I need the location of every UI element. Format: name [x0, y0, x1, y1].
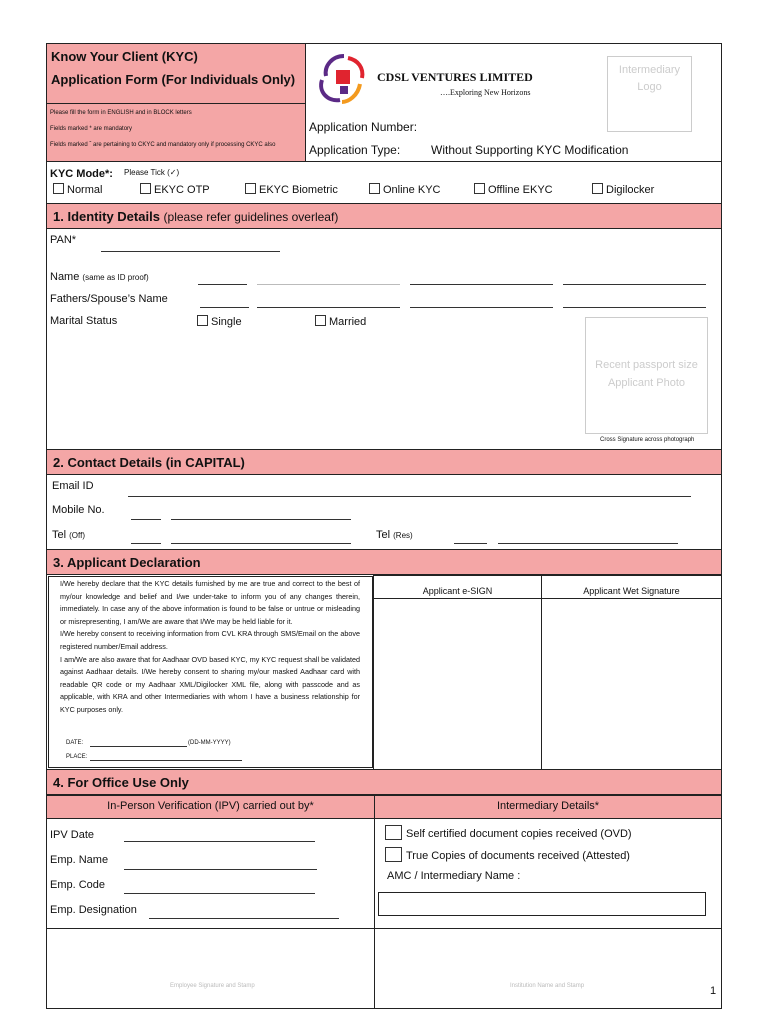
declaration-section-title: 3. Applicant Declaration	[53, 555, 201, 570]
institution-sign-caption: Institution Name and Stamp	[510, 983, 585, 989]
ovd-checkbox-row[interactable]	[385, 825, 632, 840]
checkbox[interactable]	[385, 825, 402, 840]
kyc-option-digilocker[interactable]	[592, 183, 654, 196]
office-section-title: 4. For Office Use Only	[53, 775, 189, 790]
mobile-code-field[interactable]	[131, 519, 161, 520]
kyc-option-label: Offline EKYC	[488, 184, 553, 196]
tel-off-number-field[interactable]	[171, 543, 351, 544]
email-label: Email ID	[52, 480, 94, 492]
wet-sign-label: Applicant Wet Signature	[583, 586, 680, 596]
contact-section-title: 2. Contact Details (in CAPITAL)	[53, 455, 245, 470]
employee-sign-area[interactable]	[46, 928, 375, 1009]
identity-section-note: (please refer guidelines overleaf)	[163, 210, 339, 224]
attested-checkbox-row[interactable]	[385, 847, 630, 862]
cdsl-logo-icon	[314, 52, 372, 108]
checkbox[interactable]	[592, 183, 603, 194]
checkbox[interactable]	[140, 183, 151, 194]
attested-checkbox-label: True Copies of documents received (Attested)	[406, 850, 630, 862]
tel-off-label-text: Tel	[52, 529, 67, 541]
kyc-option-offline-ekyc[interactable]	[474, 183, 553, 196]
tel-off-note: (Off)	[69, 531, 85, 540]
father-prefix-field[interactable]	[200, 307, 249, 308]
application-type-value: Without Supporting KYC Modification	[431, 143, 629, 157]
contact-section-header	[46, 449, 722, 475]
application-type-label: Application Type:	[309, 143, 401, 157]
esign-label: Applicant e-SIGN	[422, 586, 493, 596]
checkbox[interactable]	[474, 183, 485, 194]
marital-option-label: Single	[211, 316, 242, 328]
photo-box[interactable]	[585, 317, 708, 434]
checkbox[interactable]	[245, 183, 256, 194]
form-title-line1: Know Your Client (KYC)	[51, 49, 198, 64]
employee-sign-caption: Employee Signature and Stamp	[170, 983, 255, 989]
kyc-mode-label: KYC Mode*:	[50, 168, 113, 180]
tel-res-code-field[interactable]	[454, 543, 487, 544]
instructions-box	[46, 103, 306, 162]
checkbox[interactable]	[315, 315, 326, 326]
checkbox[interactable]	[369, 183, 380, 194]
esign-area[interactable]	[373, 598, 542, 770]
name-label-text: Name	[50, 271, 80, 283]
pan-field[interactable]	[101, 251, 280, 252]
declaration-paragraph-3: I am/We are also aware that for Aadhaar OVD based KYC, my KYC request shall be validated against Aadhaar details. I/We hereby consent to sharing my/our masked Aadhaar card with readable QR code or my Aadhaar XML/Digilocker XML file, along with passcode and as applicable, with KRA and other Intermediaries with whom I have a business relationship for KYC purposes only.	[60, 654, 360, 714]
emp-code-field[interactable]	[124, 893, 315, 894]
cdsl-logo	[314, 52, 372, 108]
emp-designation-field[interactable]	[149, 918, 339, 919]
intermediary-logo-text: Intermediary Logo	[618, 64, 681, 93]
father-name-label: Fathers/Spouse’s Name	[50, 293, 168, 305]
tel-off-code-field[interactable]	[131, 543, 161, 544]
intermediary-header	[374, 795, 722, 819]
ipv-date-label: IPV Date	[50, 829, 95, 841]
name-label	[50, 271, 149, 283]
emp-name-field[interactable]	[124, 869, 317, 870]
pan-label: PAN*	[50, 234, 77, 246]
kyc-option-label: Normal	[67, 184, 103, 196]
name-last-field[interactable]	[563, 284, 706, 285]
form-title-box	[46, 43, 306, 104]
kyc-option-normal[interactable]	[53, 183, 102, 196]
ovd-checkbox-label: Self certified document copies received (OVD)	[406, 828, 632, 840]
kyc-option-label: Online KYC	[383, 184, 441, 196]
father-first-field[interactable]	[257, 307, 400, 308]
declaration-paragraph-2: I/We hereby consent to receiving information from CVL KRA through SMS/Email on the above registered number/Email address.	[60, 629, 360, 651]
instruction-1: Please fill the form in ENGLISH and in BLOCK letters	[50, 110, 192, 116]
father-last-field[interactable]	[563, 307, 706, 308]
checkbox[interactable]	[197, 315, 208, 326]
mobile-label: Mobile No.	[52, 504, 105, 516]
instruction-2: Fields marked * are mandatory	[50, 126, 133, 132]
office-section-header	[46, 769, 722, 795]
institution-sign-area[interactable]	[374, 928, 722, 1009]
emp-name-label: Emp. Name	[50, 854, 109, 866]
ipv-date-field[interactable]	[124, 841, 315, 842]
date-format: (DD-MM-YYYY)	[188, 740, 231, 746]
kyc-option-label: EKYC Biometric	[259, 184, 338, 196]
ipv-title: In-Person Verification (IPV) carried out by*	[107, 800, 314, 812]
kyc-option-online-kyc[interactable]	[369, 183, 440, 196]
checkbox[interactable]	[53, 183, 64, 194]
place-label: PLACE:	[66, 754, 88, 760]
marital-option-married[interactable]	[315, 315, 366, 328]
tel-res-note: (Res)	[393, 531, 413, 540]
instruction-3: Fields marked ˆ are pertaining to CKYC and mandatory only if processing CKYC also	[50, 142, 276, 148]
application-number-label: Application Number:	[309, 120, 418, 134]
emp-designation-label: Emp. Designation	[50, 904, 137, 916]
company-tagline: ….Exploring New Horizons	[440, 88, 531, 97]
photo-placeholder-text: Recent passport size Applicant Photo	[595, 359, 698, 389]
kyc-option-ekyc-otp[interactable]	[140, 183, 210, 196]
declaration-section-header	[46, 549, 722, 575]
name-label-note: (same as ID proof)	[82, 273, 149, 282]
tel-res-label	[376, 529, 413, 541]
marital-option-label: Married	[329, 316, 367, 328]
name-prefix-field[interactable]	[198, 284, 247, 285]
kyc-mode-hint: Please Tick (✓)	[124, 168, 180, 177]
intermediary-title: Intermediary Details*	[496, 800, 600, 812]
identity-section-title: 1. Identity Details	[53, 209, 160, 224]
wet-sign-header	[541, 575, 722, 599]
date-label: DATE:	[66, 740, 84, 746]
marital-option-single[interactable]	[197, 315, 242, 328]
wet-sign-area[interactable]	[541, 598, 722, 770]
ipv-header	[46, 795, 375, 819]
tel-off-label	[52, 529, 85, 541]
place-field[interactable]	[90, 760, 242, 761]
date-field[interactable]	[90, 746, 187, 747]
page-number: 1	[710, 985, 717, 997]
form-title-line2: Application Form (For Individuals Only)	[51, 72, 296, 87]
kyc-option-label: Digilocker	[606, 184, 655, 196]
company-name: CDSL VENTURES LIMITED	[377, 70, 533, 84]
emp-code-label: Emp. Code	[50, 879, 106, 891]
tel-res-number-field[interactable]	[498, 543, 678, 544]
kyc-option-ekyc-biometric[interactable]	[245, 183, 338, 196]
name-middle-field[interactable]	[410, 284, 553, 285]
declaration-paragraph-1: I/We hereby declare that the KYC details furnished by me are true and correct to the best of my/our knowledge and belief and I/we under-take to inform you of any changes therein, immediately. In case any of the above information is found to be false or untrue or misleading or misrepresenting, I am/We are aware that I/We may be held liable for it.	[60, 579, 360, 626]
mobile-number-field[interactable]	[171, 519, 351, 520]
marital-status-label: Marital Status	[50, 315, 118, 327]
father-middle-field[interactable]	[410, 307, 553, 308]
email-field[interactable]	[128, 496, 691, 497]
name-first-field[interactable]	[257, 284, 400, 285]
checkbox[interactable]	[385, 847, 402, 862]
tel-res-label-text: Tel	[376, 529, 391, 541]
amc-label: AMC / Intermediary Name :	[387, 870, 521, 882]
kyc-option-label: EKYC OTP	[154, 184, 210, 196]
photo-caption: Cross Signature across photograph	[600, 437, 695, 443]
intermediary-logo-box	[607, 56, 692, 132]
identity-section-header	[46, 203, 722, 229]
amc-input[interactable]	[378, 892, 706, 916]
esign-header	[373, 575, 542, 599]
